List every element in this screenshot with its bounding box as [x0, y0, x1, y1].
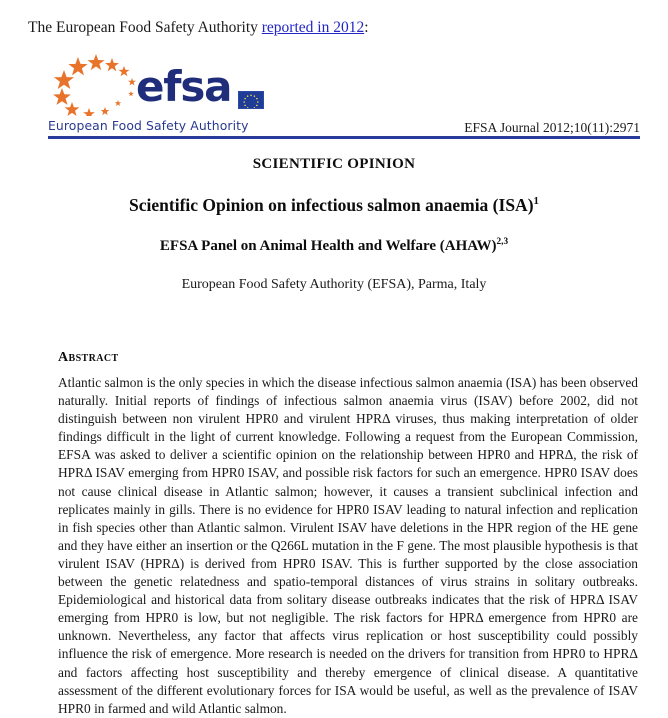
header-divider [48, 136, 640, 139]
title-block [0, 156, 668, 293]
journal-reference: EFSA Journal 2012;10(11):2971 [464, 120, 640, 135]
panel-name-text: EFSA Panel on Animal Health and Welfare (AHAW) [159, 238, 497, 254]
intro-prefix-text: The European Food Safety Authority [28, 19, 262, 36]
abstract-text: Atlantic salmon is the only species in which the disease infectious salmon anaemia (ISA) has been observed naturally. Initial reports of findings of infectious salmon anaemia virus (ISAV) before 2002, did not distinguish between non virulent HPR0 and virulent HPRΔ viruses, thus making interpretation of older findings difficult in the light of current knowledge. Following a request from the European Commission, EFSA was asked to deliver a scientific opinion on the relationship between HPR0 and HPRΔ, the risk of HPRΔ ISAV emerging from HPR0 ISAV, and possible risk factors for such an emergence. HPR0 ISAV does not cause clinical disease in Atlantic salmon; however, it causes a transient subclinical infection and replicates mainly in gills. There is no evidence for HPR0 ISAV leading to natural infection and replication in fish species other than Atlantic salmon. Virulent ISAV have deletions in the HPR region of the HE gene and they have either an insertion or the Q266L mutation in the F gene. The most plausible hypothesis is that virulent ISAV (HPRΔ) is derived from HPR0 ISAV. This is further supported by the close association between the genetic relatedness and spatio-temporal distances of virus strains in solitary outbreaks. Epidemiological and historical data from solitary disease outbreaks indicates that the risk of HPRΔ ISAV emerging from HPR0 is low, but not negligible. The risk factors for HPRΔ emergence from HPR0 are unknown. Nevertheless, any factor that affects virus replication or host susceptibility could possibly influence the risk of emergence. More research is needed on the drivers for transition from HPR0 to HPRΔ and factors affecting host susceptibility and thereby emergence of clinical disease. A quantitative assessment of the different evolutionary forces for ISA would be useful, as well as the prevalence of ISAV HPR0 in farmed and wild Atlantic salmon. [58, 375, 638, 716]
intro-suffix-text: : [364, 19, 369, 36]
title-footnote-marker: 1 [533, 195, 539, 208]
document-header [0, 44, 668, 148]
eu-flag-icon [238, 91, 264, 109]
efsa-logo [48, 50, 288, 142]
page-title-text: Scientific Opinion on infectious salmon anaemia (ISA) [129, 195, 534, 215]
page-title [0, 195, 668, 216]
efsa-logo-tagline: European Food Safety Authority [48, 118, 249, 133]
intro-sentence [28, 18, 369, 38]
efsa-report-link[interactable]: reported in 2012 [261, 19, 365, 36]
affiliation-line: European Food Safety Authority (EFSA), Parma, Italy [181, 277, 487, 292]
abstract-heading: Abstract [58, 350, 119, 365]
document-page [0, 44, 668, 716]
panel-name [0, 238, 668, 255]
panel-footnote-marker: 2,3 [496, 237, 509, 247]
efsa-wordmark: efsa [136, 62, 232, 111]
document-kicker: SCIENTIFIC OPINION [252, 156, 416, 172]
